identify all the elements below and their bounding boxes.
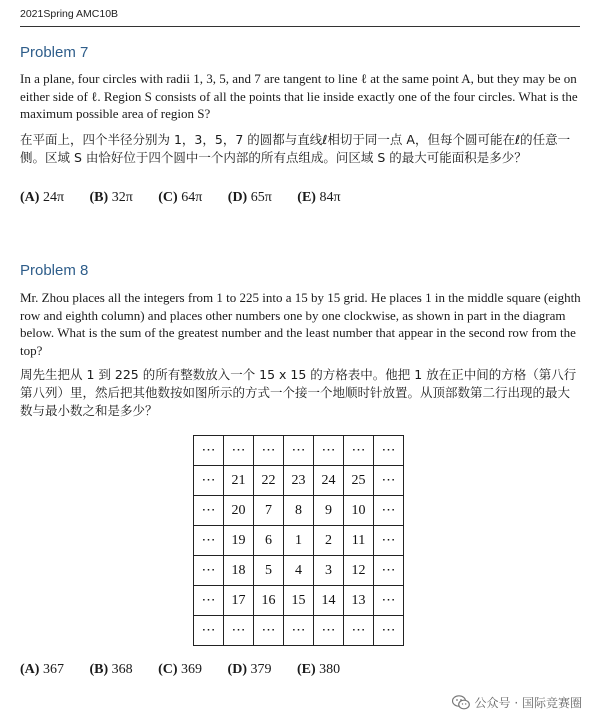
grid-cell: ⋯ [194,526,224,556]
choice-c[interactable]: (C) 64π [158,190,203,205]
wechat-icon [452,695,470,710]
grid-cell: ⋯ [374,556,404,586]
grid-cell: ⋯ [254,616,284,646]
grid-cell: 23 [284,466,314,496]
grid-cell: ⋯ [374,586,404,616]
problem-7-chinese: 在平面上，四个半径分别为 1，3，5，7 的圆都与直线ℓ相切于同一点 A，但每个圆可能在ℓ的任意一侧。区域 S 由恰好位于四个圆中一个内部的所有点组成。问区域 S 的最大可能面积是多少？ [20,132,571,165]
grid-cell: 1 [284,526,314,556]
grid-cell: 11 [344,526,374,556]
grid-cell: 21 [224,466,254,496]
grid-row [194,586,404,616]
grid-cell: ⋯ [314,616,344,646]
grid-cell: ⋯ [374,436,404,466]
grid-cell: 20 [224,496,254,526]
grid-cell: 22 [254,466,284,496]
problem-8-english: Mr. Zhou places all the integers from 1 to 225 into a 15 by 15 grid. He places 1 in the middle square (eighth row and eighth column) and places other numbers one by one clockwise, as shown in part in the diagram below. What is the sum of the greatest number and the least number that appear in the second row from the top? [20,290,581,358]
grid-row [194,436,404,466]
watermark-text: 公众号 · 国际竞赛圈 [474,696,582,710]
grid-cell: 17 [224,586,254,616]
grid-cell: 8 [284,496,314,526]
problem-8-title: Problem 8 [20,262,89,279]
choice-d[interactable]: (D) 379 [227,662,272,677]
page-header [20,8,580,27]
grid-row [194,526,404,556]
choice-b[interactable]: (B) 368 [89,662,133,677]
grid-cell: ⋯ [224,436,254,466]
grid-row [194,496,404,526]
grid-cell: 3 [314,556,344,586]
grid-cell: ⋯ [284,436,314,466]
grid-cell: ⋯ [194,556,224,586]
grid-cell: 15 [284,586,314,616]
grid-cell: 18 [224,556,254,586]
grid-row [194,466,404,496]
grid-cell: 9 [314,496,344,526]
grid-cell: 6 [254,526,284,556]
spiral-grid [193,435,404,646]
choice-a[interactable]: (A) 24π [20,190,65,205]
grid-cell: ⋯ [374,496,404,526]
grid-row [194,616,404,646]
problem-7-english: In a plane, four circles with radii 1, 3, 5, and 7 are tangent to line ℓ at the same point A, but they may be on either side of ℓ. Region S consists of all the points that lie inside exactly one of the four circles. What is the maximum possible area of region S? [20,71,578,121]
header-title: 2021Spring AMC10B [20,8,119,20]
grid-cell: 2 [314,526,344,556]
grid-cell: 5 [254,556,284,586]
grid-cell: ⋯ [314,436,344,466]
grid-cell: 19 [224,526,254,556]
grid-cell: ⋯ [344,616,374,646]
problem-8-chinese: 周先生把从 1 到 225 的所有整数放入一个 15 x 15 的方格表中。他把 1 放在正中间的方格（第八行第八列）里，然后把其他数按如图所示的方式一个接一个地顺时针放置。从顶部数第二行出现的最大数与最小数之和是多少？ [20,367,577,418]
grid-cell: 12 [344,556,374,586]
problem-7-choices [20,190,363,206]
grid-cell: 10 [344,496,374,526]
grid-cell: 24 [314,466,344,496]
problem-7-title: Problem 7 [20,44,89,61]
grid-cell: 14 [314,586,344,616]
choice-a[interactable]: (A) 367 [20,662,64,677]
grid-cell: 4 [284,556,314,586]
grid-cell: 7 [254,496,284,526]
grid-cell: ⋯ [344,436,374,466]
watermark [452,694,582,711]
grid-cell: ⋯ [254,436,284,466]
grid-cell: 16 [254,586,284,616]
grid-cell: ⋯ [284,616,314,646]
choice-b[interactable]: (B) 32π [89,190,133,205]
grid-cell: 13 [344,586,374,616]
grid-cell: ⋯ [194,616,224,646]
grid-row [194,556,404,586]
choice-e[interactable]: (E) 84π [297,190,341,205]
grid-cell: ⋯ [374,616,404,646]
grid-cell: ⋯ [194,586,224,616]
grid-cell: ⋯ [224,616,254,646]
grid-cell: ⋯ [374,466,404,496]
grid-cell: 25 [344,466,374,496]
grid-cell: ⋯ [194,466,224,496]
problem-8-choices [20,662,362,678]
grid-cell: ⋯ [194,436,224,466]
choice-e[interactable]: (E) 380 [296,662,341,677]
grid-cell: ⋯ [374,526,404,556]
choice-d[interactable]: (D) 65π [227,190,272,205]
grid-cell: ⋯ [194,496,224,526]
choice-c[interactable]: (C) 369 [158,662,203,677]
